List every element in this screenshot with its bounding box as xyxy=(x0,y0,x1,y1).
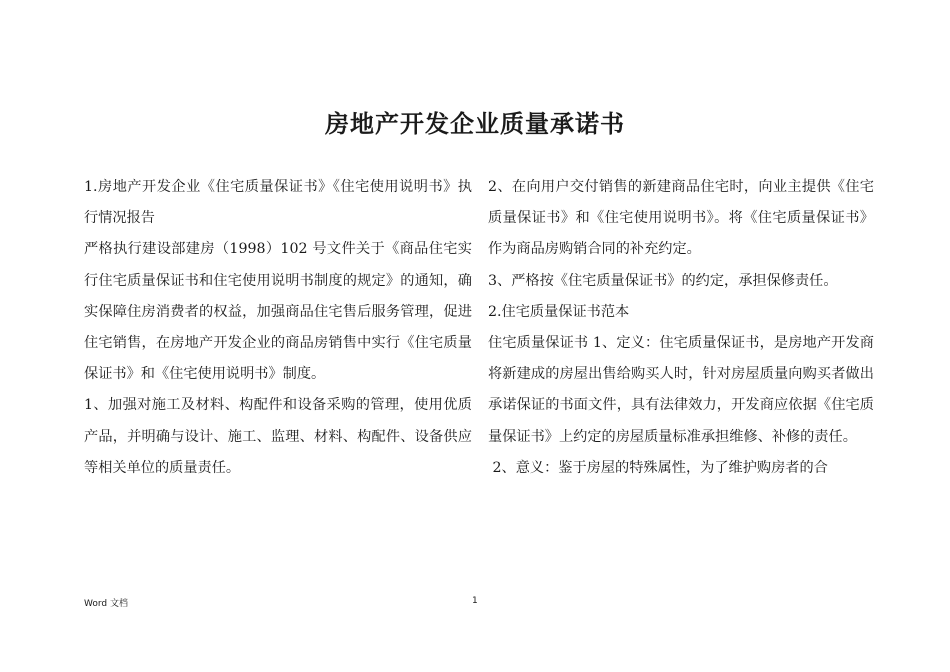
paragraph: 2.住宅质量保证书范本 xyxy=(488,303,630,320)
document-title: 房地产开发企业质量承诺书 xyxy=(325,109,625,138)
page-number: 1 xyxy=(472,596,478,606)
right-column xyxy=(488,172,874,484)
paragraph: 1.房地产开发企业《住宅质量保证书》《住宅使用说明书》执行情况报告 xyxy=(84,179,472,227)
paragraph: 住宅质量保证书 1、定义：住宅质量保证书，是房地产开发商将新建成的房屋出售给购买人时，针对房屋质量向购买者做出承诺保证的书面文件，具有法律效力，开发商应依据《住宅质量保证书》上约定的房屋质量标准承担维修、补修的责任。 xyxy=(488,335,874,445)
footer-label: Word 文档 xyxy=(84,599,128,609)
paragraph: 2、在向用户交付销售的新建商品住宅时，向业主提供《住宅质量保证书》和《住宅使用说明书》。将《住宅质量保证书》作为商品房购销合同的补充约定。 xyxy=(488,179,874,258)
paragraph: 2、意义：鉴于房屋的特殊属性，为了维护购房者的合 xyxy=(488,459,828,476)
paragraph: 严格执行建设部建房（1998）102 号文件关于《商品住宅实行住宅质量保证书和住宅使用说明书制度的规定》的通知，确实保障住房消费者的权益，加强商品住宅售后服务管理，促进住宅销售，在房地产开发企业的商品房销售中实行《住宅质量保证书》和《住宅使用说明书》制度。 xyxy=(84,241,472,383)
paragraph: 3、严格按《住宅质量保证书》的约定，承担保修责任。 xyxy=(488,272,838,289)
left-column xyxy=(84,172,472,484)
paragraph: 1、加强对施工及材料、构配件和设备采购的管理，使用优质产品，并明确与设计、施工、监理、材料、构配件、设备供应等相关单位的质量责任。 xyxy=(84,397,472,476)
